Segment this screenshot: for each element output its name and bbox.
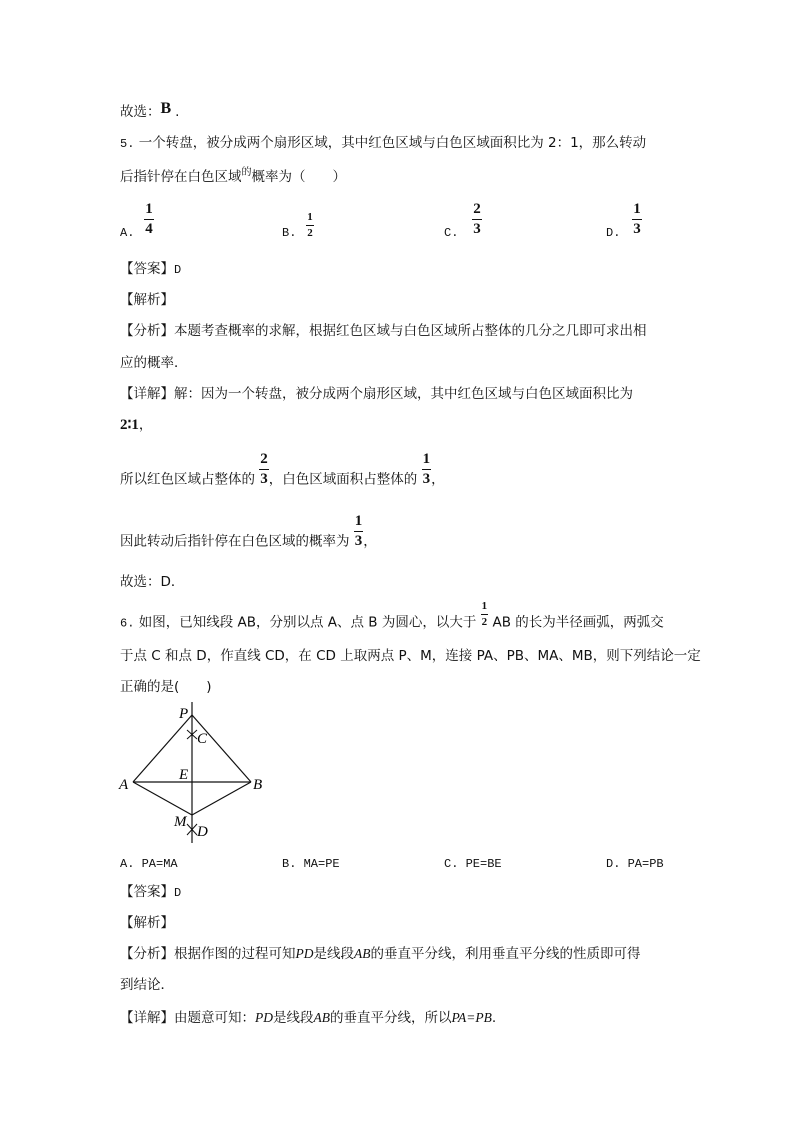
- fraction: [306, 212, 314, 239]
- option-letter: C.: [444, 226, 459, 240]
- denominator: 3: [260, 471, 268, 487]
- q5-prob-line: [120, 514, 377, 551]
- ratio: 2∶1: [120, 417, 139, 433]
- prob-suffix: ，: [363, 533, 377, 550]
- numerator: 2: [259, 452, 269, 470]
- q5-option-a: [120, 201, 154, 240]
- label-e: E: [179, 767, 189, 783]
- q5-stem-line2: [120, 169, 346, 187]
- q5-stem-line1: [120, 135, 646, 152]
- q6-stem-line2: 于点 C 和点 D，作直线 CD，在 CD 上取两点 P、M，连接 PA、PB、MA、MB，则下列结论一定: [120, 648, 701, 664]
- option-text: PA=MA: [141, 857, 178, 871]
- q5-conclusion: 故选：D．: [120, 574, 185, 590]
- q5-ratio-line: [120, 417, 152, 433]
- q6-option-a: [120, 857, 178, 871]
- q5-line2-sup: 的: [241, 167, 252, 178]
- label-c: C: [197, 731, 208, 747]
- denominator: 4: [145, 221, 153, 237]
- prob-text: 因此转动后指针停在白色区域的概率为: [120, 533, 350, 550]
- option-letter: A.: [120, 857, 135, 871]
- geometry-figure: [115, 700, 275, 845]
- prev-answer-value: B: [160, 100, 172, 117]
- answer-value: D: [174, 263, 182, 277]
- denominator: 3: [473, 221, 481, 237]
- xiangjie-pd: PD: [255, 1010, 273, 1025]
- fenxi-text-a: 根据作图的过程可知: [174, 946, 296, 962]
- white-suffix: ，: [431, 471, 445, 488]
- fraction: [632, 202, 642, 237]
- option-letter: B.: [282, 857, 297, 871]
- xiangjie-text-c: 的垂直平分线，所以: [330, 1010, 452, 1026]
- answer-value: D: [174, 886, 182, 900]
- q6-stem-line3: 正确的是( ): [120, 679, 212, 695]
- xiangjie-text: 解：因为一个转盘，被分成两个扇形区域，其中红色区域与白色区域面积比为: [174, 386, 633, 402]
- label-b: B: [253, 777, 263, 793]
- q5-line1: 一个转盘，被分成两个扇形区域，其中红色区域与白色区域面积比为 2：1，那么转动: [138, 135, 647, 151]
- fenxi-label: 【分析】: [120, 323, 174, 339]
- fraction: [144, 202, 154, 237]
- option-letter: C.: [444, 857, 459, 871]
- q6-xiangjie: [120, 1010, 496, 1026]
- numerator: 1: [306, 212, 314, 226]
- fenxi-text-b: 是线段: [313, 946, 354, 962]
- xiangjie-eq: PA=PB: [451, 1010, 492, 1025]
- prev-answer-line: [120, 100, 180, 120]
- numerator: 1: [481, 601, 489, 615]
- option-letter: D.: [606, 857, 621, 871]
- option-letter: D.: [606, 226, 621, 240]
- q5-analysis-heading: 【解析】: [120, 292, 174, 308]
- fenxi-label: 【分析】: [120, 946, 174, 962]
- denominator: 3: [633, 221, 641, 237]
- label-p: P: [179, 706, 189, 722]
- answer-label: 【答案】: [120, 884, 174, 900]
- xiangjie-label: 【详解】: [120, 386, 174, 402]
- numerator: 1: [422, 452, 432, 470]
- denominator: 3: [422, 471, 431, 487]
- xiangjie-text-b: 是线段: [273, 1010, 314, 1026]
- xiangjie-ab: AB: [313, 1010, 330, 1025]
- fenxi-text-c: 的垂直平分线，利用垂直平分线的性质即可得: [370, 946, 641, 962]
- q6-fenxi-line2: 到结论．: [120, 977, 174, 993]
- red-fraction: [259, 452, 269, 487]
- q5-xiangjie: [120, 386, 633, 402]
- q5-option-d: [606, 201, 642, 240]
- fenxi-ab: AB: [354, 946, 371, 961]
- q5-number: 5.: [120, 137, 135, 151]
- white-text: ，白色区域面积占整体的: [268, 471, 418, 488]
- q6-stem-line1: [120, 601, 664, 633]
- q5-fenxi-line2: 应的概率．: [120, 355, 188, 371]
- xiangjie-end: .: [491, 1010, 497, 1026]
- denominator: 2: [481, 616, 488, 628]
- q6-option-c: [444, 857, 502, 871]
- perpendicular-bisector-diagram: [115, 700, 275, 845]
- option-letter: B.: [282, 226, 297, 240]
- half-fraction: [481, 601, 489, 628]
- prev-answer-label: 故选：: [120, 104, 161, 120]
- option-text: PA=PB: [627, 857, 664, 871]
- q5-red-line: [120, 452, 445, 489]
- q5-answer: [120, 261, 181, 278]
- q6-line1b: AB 的长为半径画弧，两弧交: [492, 614, 664, 631]
- q6-option-d: [606, 857, 664, 871]
- option-text: PE=BE: [465, 857, 502, 871]
- fraction: [472, 202, 482, 237]
- prev-answer-suffix: .: [175, 104, 180, 120]
- numerator: 1: [632, 202, 642, 220]
- q6-fenxi: [120, 946, 641, 962]
- fenxi-pd: PD: [295, 946, 314, 961]
- q5-option-c: [444, 201, 482, 240]
- numerator: 2: [472, 202, 482, 220]
- q6-line1a: 如图，已知线段 AB，分别以点 A、点 B 为圆心，以大于: [138, 614, 477, 631]
- white-fraction: [422, 452, 432, 487]
- numerator: 1: [354, 514, 364, 532]
- label-d: D: [197, 824, 208, 840]
- answer-label: 【答案】: [120, 261, 174, 277]
- prob-fraction: [354, 514, 364, 549]
- q6-option-b: [282, 857, 340, 871]
- q5-line2b: 概率为（ ）: [251, 169, 346, 185]
- q5-fenxi: [120, 323, 647, 339]
- red-text: 所以红色区域占整体的: [120, 471, 255, 488]
- fenxi-text: 本题考查概率的求解，根据红色区域与白色区域所占整体的几分之几即可求出相: [174, 323, 647, 339]
- xiangjie-label: 【详解】: [120, 1010, 174, 1026]
- q6-analysis-heading: 【解析】: [120, 915, 174, 931]
- option-text: MA=PE: [303, 857, 340, 871]
- label-m: M: [174, 814, 187, 830]
- xiangjie-text-a: 由题意可知：: [174, 1010, 255, 1026]
- label-a: A: [119, 777, 129, 793]
- q6-number: 6.: [120, 616, 135, 631]
- numerator: 1: [144, 202, 154, 220]
- denominator: 3: [354, 533, 363, 549]
- q6-answer: [120, 884, 181, 901]
- q5-line2a: 后指针停在白色区域: [120, 169, 242, 185]
- option-letter: A.: [120, 226, 135, 240]
- denominator: 2: [307, 227, 313, 239]
- ratio-suffix: ，: [138, 417, 153, 433]
- q5-option-b: [282, 212, 314, 239]
